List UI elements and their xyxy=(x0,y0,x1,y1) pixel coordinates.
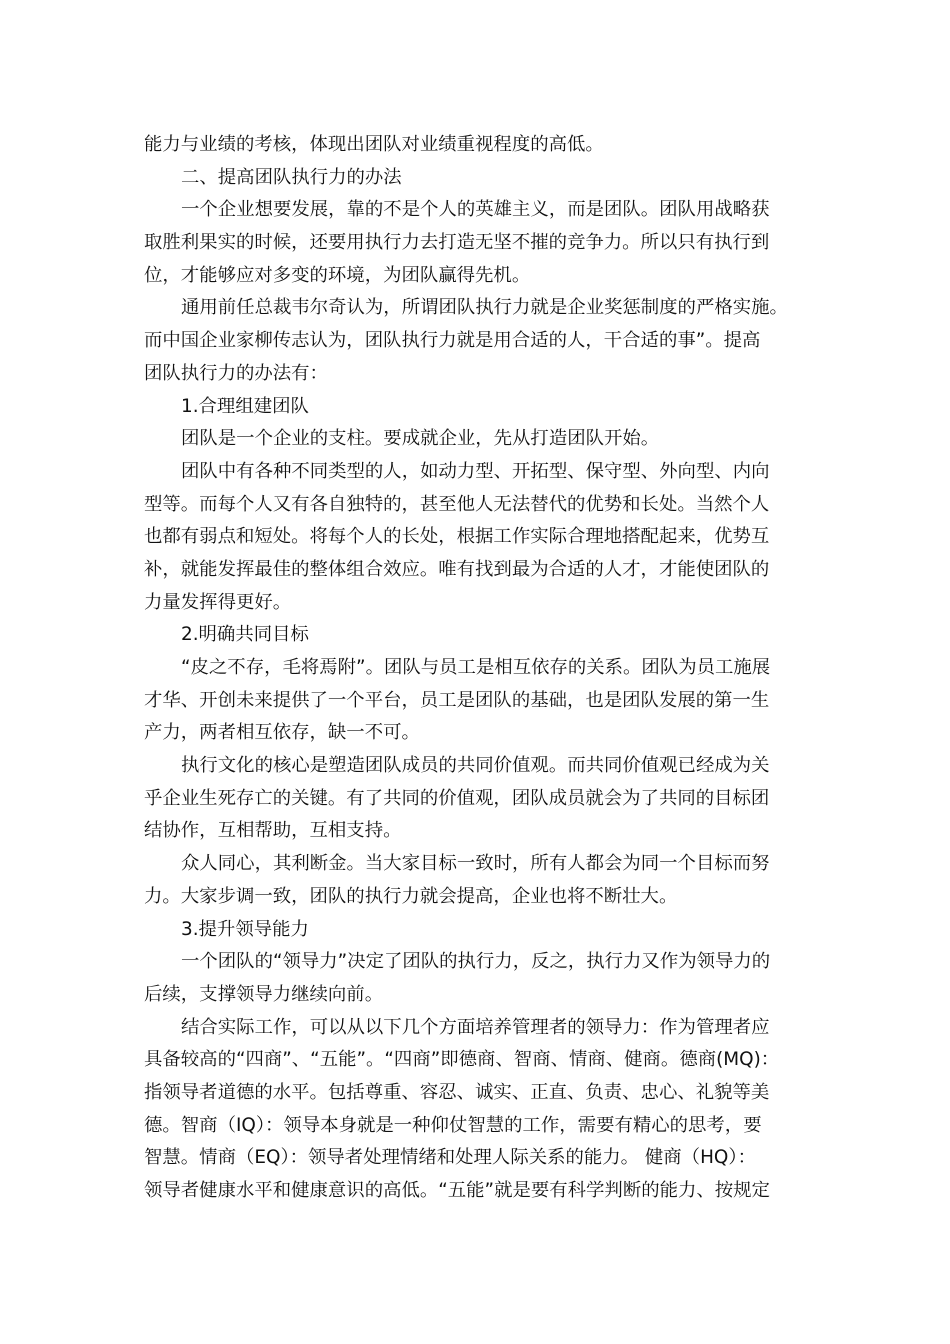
text-line: 一个团队的“领导力”决定了团队的执行力，反之，执行力又作为领导力的 xyxy=(181,951,771,973)
text-line: 产力，两者相互依存，缺一不可。 xyxy=(144,722,420,744)
text-line: “皮之不存，毛将焉附”。团队与员工是相互依存的关系。团队为员工施展 xyxy=(181,657,771,678)
text-line: 众人同心，其利断金。当大家目标一致时，所有人都会为同一个目标而努 xyxy=(181,853,770,875)
text-line: 2.明确共同目标 xyxy=(181,624,309,646)
text-line: 结合实际工作，可以从以下几个方面培养管理者的领导力：作为管理者应 xyxy=(181,1016,770,1038)
text-line: 1.合理组建团队 xyxy=(181,395,309,417)
text-line: 结协作，互相帮助，互相支持。 xyxy=(144,820,402,842)
text-line: 型等。而每个人又有各自独特的，甚至他人无法替代的优势和长处。当然个人 xyxy=(144,493,770,515)
text-line: 力量发挥得更好。 xyxy=(144,591,292,613)
text-line: 位，才能够应对多变的环境，为团队赢得先机。 xyxy=(144,264,531,286)
text-line: 德。智商（IQ）：领导本身就是一种仰仗智慧的工作，需要有精心的思考，要 xyxy=(144,1114,762,1136)
text-line: 领导者健康水平和健康意识的高低。“五能”就是要有科学判断的能力、按规定 xyxy=(144,1180,770,1201)
body-text xyxy=(144,129,800,1208)
text-line: 取胜利果实的时候，还要用执行力去打造无坚不摧的竞争力。所以只有执行到 xyxy=(144,232,770,254)
text-line: 一个企业想要发展，靠的不是个人的英雄主义，而是团队。团队用战略获 xyxy=(181,199,770,221)
text-line: 二、提高团队执行力的办法 xyxy=(181,166,402,188)
text-line: 团队中有各种不同类型的人，如动力型、开拓型、保守型、外向型、内向 xyxy=(181,460,770,482)
text-line: 智慧。情商（EQ）：领导者处理情绪和处理人际关系的能力。 健商（HQ）： xyxy=(144,1147,756,1169)
text-line: 补，就能发挥最佳的整体组合效应。唯有找到最为合适的人才，才能使团队的 xyxy=(144,558,770,580)
text-line: 力。大家步调一致，团队的执行力就会提高，企业也将不断壮大。 xyxy=(144,885,678,907)
text-line: 后续，支撑领导力继续向前。 xyxy=(144,983,384,1005)
text-line: 执行文化的核心是塑造团队成员的共同价值观。而共同价值观已经成为关 xyxy=(181,755,770,777)
text-line: 也都有弱点和短处。将每个人的长处，根据工作实际合理地搭配起来，优势互 xyxy=(144,526,770,548)
text-line: 才华、开创未来提供了一个平台，员工是团队的基础，也是团队发展的第一生 xyxy=(144,689,770,711)
text-line: 指领导者道德的水平。包括尊重、容忍、诚实、正直、负责、忠心、礼貌等美 xyxy=(144,1081,770,1103)
text-line: 通用前任总裁韦尔奇认为，所谓团队执行力就是企业奖惩制度的严格实施。 xyxy=(181,297,788,319)
text-line: 3.提升领导能力 xyxy=(181,918,309,940)
text-line: 而中国企业家柳传志认为，团队执行力就是用合适的人，干合适的事”。提高 xyxy=(144,330,761,352)
text-line: 乎企业生死存亡的关键。有了共同的价值观，团队成员就会为了共同的目标团 xyxy=(144,787,770,809)
text-line: 团队执行力的办法有： xyxy=(144,362,328,384)
text-line: 团队是一个企业的支柱。要成就企业，先从打造团队开始。 xyxy=(181,428,660,450)
text-line: 能力与业绩的考核，体现出团队对业绩重视程度的高低。 xyxy=(144,134,604,155)
text-line: 具备较高的“四商”、“五能”。“四商”即德商、智商、情商、健商。德商(MQ)： xyxy=(144,1049,780,1071)
